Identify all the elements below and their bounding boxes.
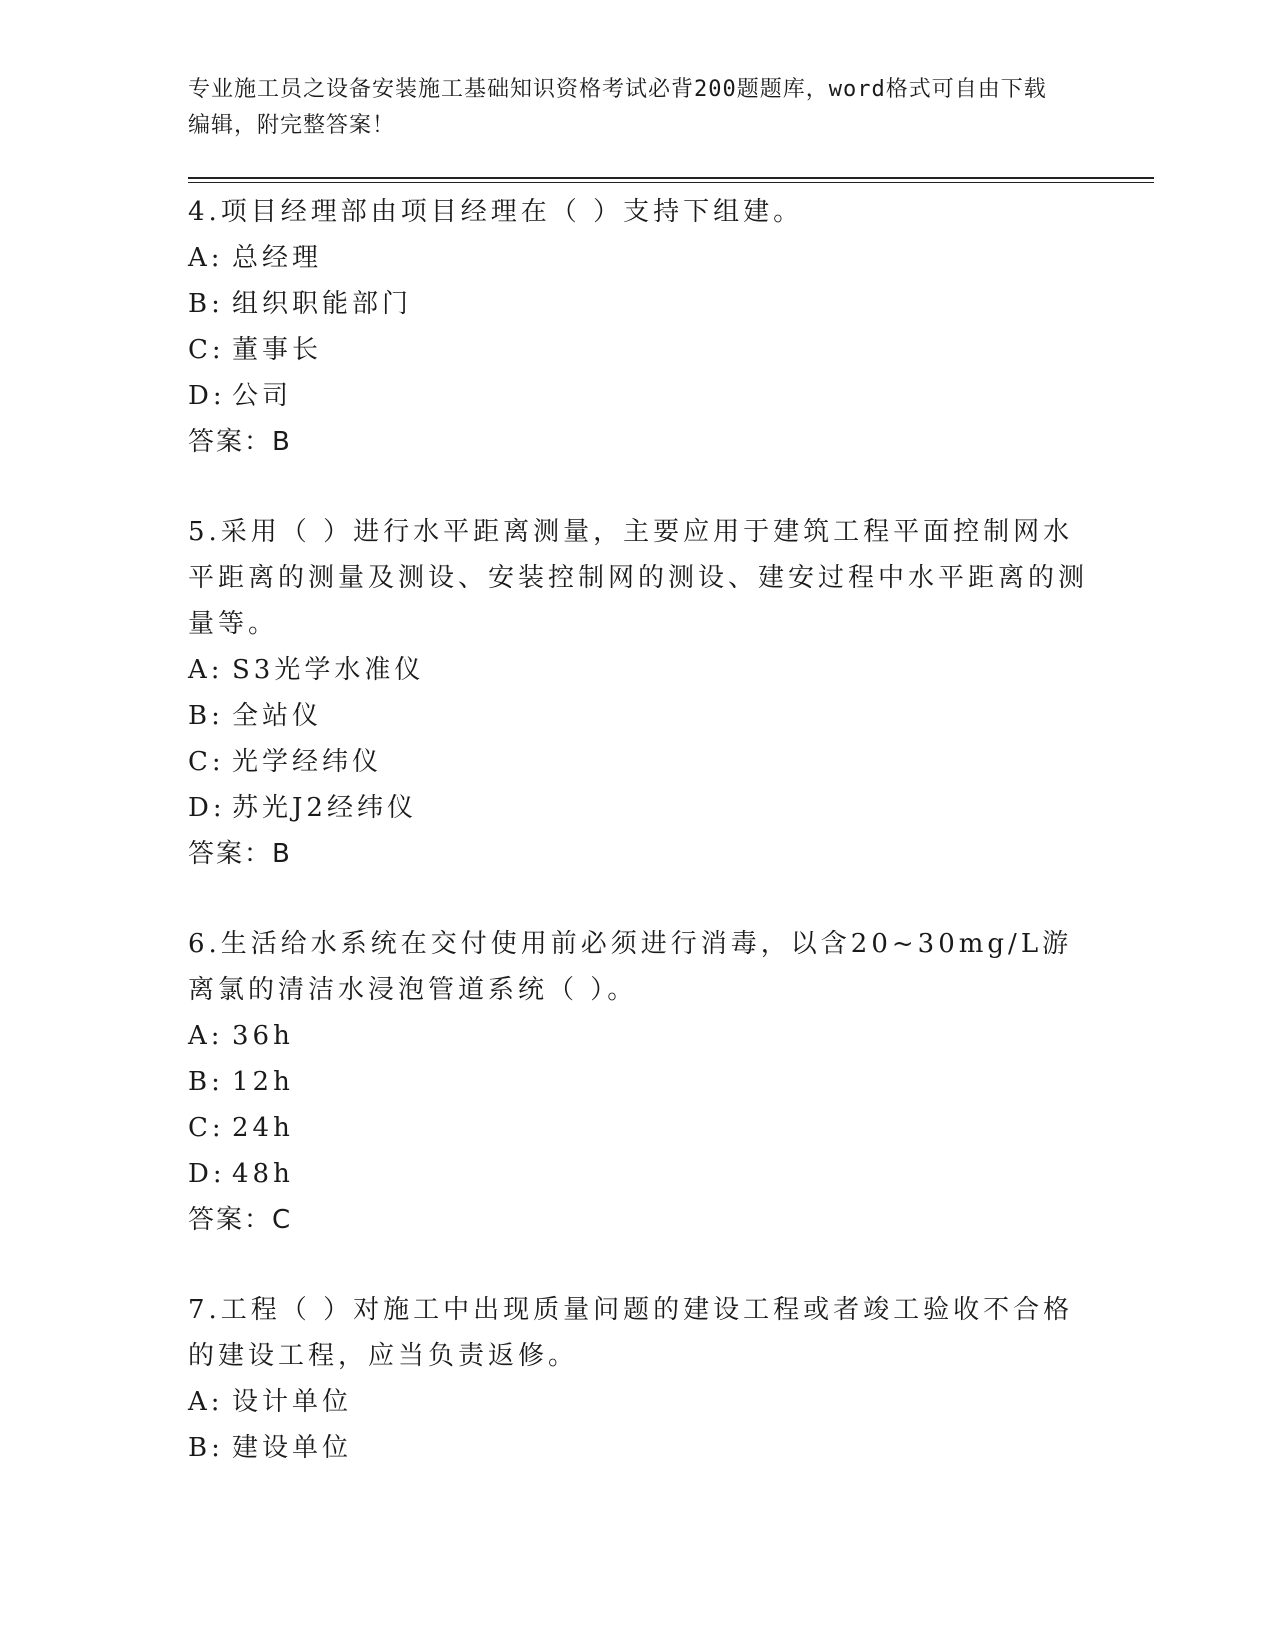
option-text: 12h [232,1067,294,1097]
option-text: 全站仪 [232,701,323,731]
option-letter: A: [188,243,224,273]
answer-line: 答案：C [188,1205,293,1235]
question-list [188,189,1088,1515]
option-text: 24h [232,1113,294,1143]
option-letter: C: [188,1113,225,1143]
option-text: 组织职能部门 [232,289,413,319]
option-b [188,281,1088,327]
option-c [188,1105,1088,1151]
option-text: 苏光J2经纬仪 [232,793,417,823]
option-text: 公司 [232,381,293,411]
question-6 [188,921,1088,1243]
option-b [188,1059,1088,1105]
option-text: 36h [232,1021,294,1051]
option-a [188,1013,1088,1059]
option-a [188,235,1088,281]
option-letter: B: [188,1067,224,1097]
option-b [188,1425,1088,1471]
option-b [188,693,1088,739]
header-rule-thick [188,177,1154,179]
option-letter: C: [188,335,225,365]
option-text: 48h [232,1159,294,1189]
option-text: 建设单位 [232,1433,353,1463]
option-letter: B: [188,289,224,319]
option-text: 董事长 [232,335,323,365]
option-letter: A: [188,1387,224,1417]
question-stem: 4.项目经理部由项目经理在（ ）支持下组建。 [188,197,804,227]
option-text: 设计单位 [232,1387,353,1417]
question-7 [188,1287,1088,1471]
option-d [188,1151,1088,1197]
answer-line: 答案：B [188,427,292,457]
option-text: 总经理 [232,243,323,273]
option-letter: C: [188,747,225,777]
option-a [188,647,1088,693]
option-d [188,373,1088,419]
question-stem: 5.采用（ ）进行水平距离测量，主要应用于建筑工程平面控制网水平距离的测量及测设、安装控制网的测设、建安过程中水平距离的测量等。 [188,517,1089,639]
option-c [188,739,1088,785]
option-c [188,327,1088,373]
question-stem: 6.生活给水系统在交付使用前必须进行消毒，以含20~30mg/L游离氯的清洁水浸泡管道系统（ ）。 [188,929,1073,1005]
question-5 [188,509,1088,877]
option-text: S3光学水准仪 [232,655,425,685]
option-d [188,785,1088,831]
option-letter: D: [188,793,226,823]
document-header: 专业施工员之设备安装施工基础知识资格考试必背200题题库，word格式可自由下载编辑，附完整答案！ [188,77,1047,138]
option-letter: B: [188,1433,224,1463]
option-letter: D: [188,1159,226,1189]
option-letter: A: [188,1021,224,1051]
option-a [188,1379,1088,1425]
option-letter: B: [188,701,224,731]
header-rule-thin [188,182,1154,183]
question-4 [188,189,1088,465]
answer-line: 答案：B [188,839,292,869]
question-stem: 7.工程（ ）对施工中出现质量问题的建设工程或者竣工验收不合格的建设工程，应当负责返修。 [188,1295,1074,1371]
option-text: 光学经纬仪 [232,747,383,777]
option-letter: A: [188,655,224,685]
option-letter: D: [188,381,226,411]
